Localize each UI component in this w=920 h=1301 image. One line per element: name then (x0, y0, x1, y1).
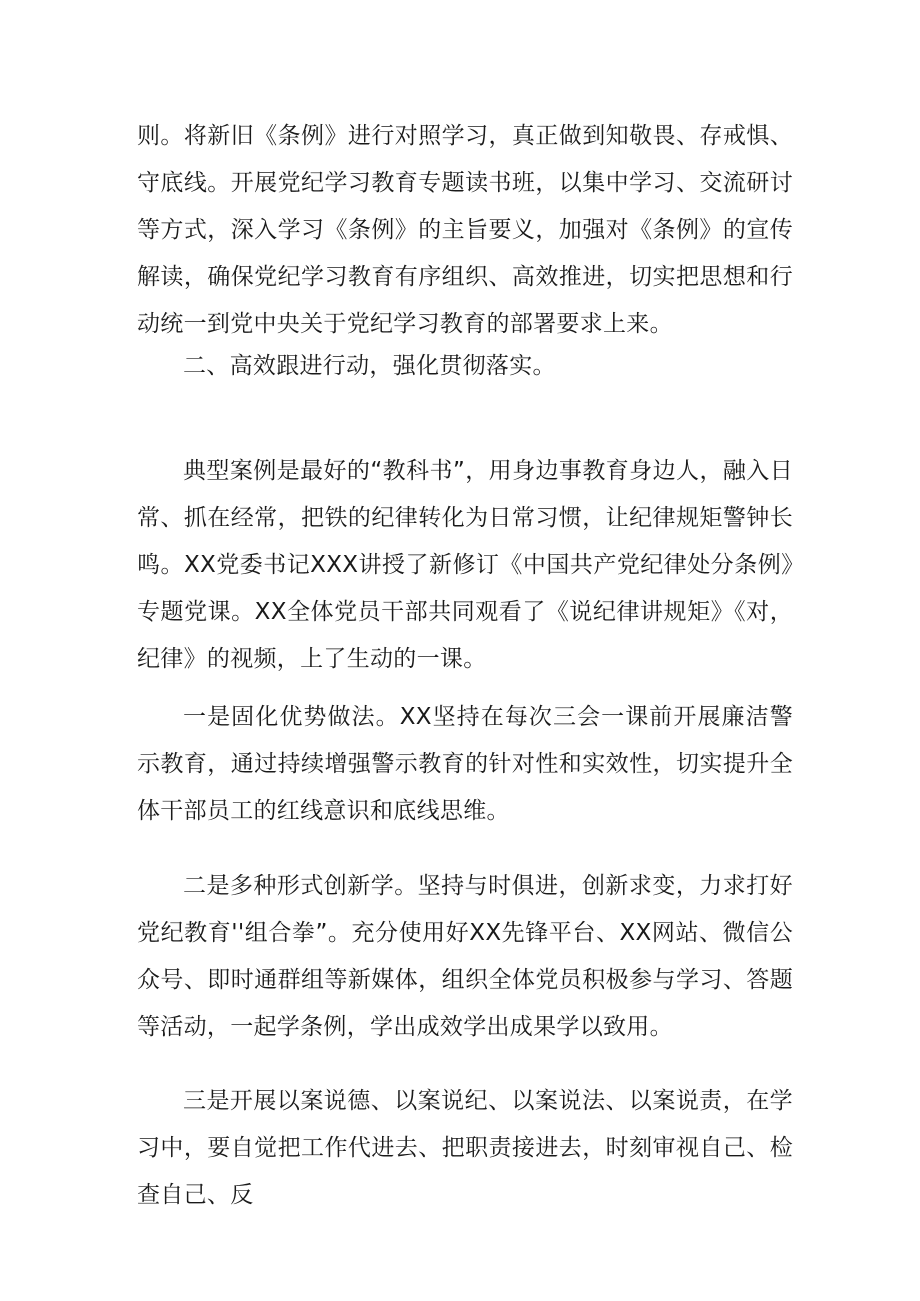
section-heading-2: 二、高效跟进行动，强化贯彻落实。 (183, 353, 556, 379)
paragraph-typical-cases: 典型案例是最好的“教科书”，用身边事教育身边人，融入日常、抓在经常，把铁的纪律转化为日常习惯，让纪律规矩警钟长鸣。XX党委书记XXX讲授了新修订《中国共产党纪律处分条例》专题党课。XX全体党员干部共同观看了《说纪律讲规矩》《对，纪律》的视频，上了生动的一课。 (137, 458, 793, 672)
paragraph-point-three: 三是开展以案说德、以案说纪、以案说法、以案说责，在学习中，要自觉把工作代进去、把职责接进去，时刻审视自己、检查自己、反 (137, 1088, 793, 1208)
paragraph-point-two: 二是多种形式创新学。坚持与时俱进，创新求变，力求打好党纪教育''组合拳”。充分使用好XX先锋平台、XX网站、微信公众号、即时通群组等新媒体，组织全体党员积极参与学习、答题等活动，一起学条例，学出成效学出成果学以致用。 (137, 873, 793, 1040)
paragraph-point-one: 一是固化优势做法。XX坚持在每次三会一课前开展廉洁警示教育，通过持续增强警示教育的针对性和实效性，切实提升全体干部员工的红线意识和底线思维。 (137, 704, 793, 824)
paragraph-continuation: 则。将新旧《条例》进行对照学习，真正做到知敬畏、存戒惧、守底线。开展党纪学习教育专题读书班，以集中学习、交流研讨等方式，深入学习《条例》的主旨要义，加强对《条例》的宣传解读，确保党纪学习教育有序组织、高效推进，切实把思想和行动统一到党中央关于党纪学习教育的部署要求上来。 (137, 123, 793, 337)
